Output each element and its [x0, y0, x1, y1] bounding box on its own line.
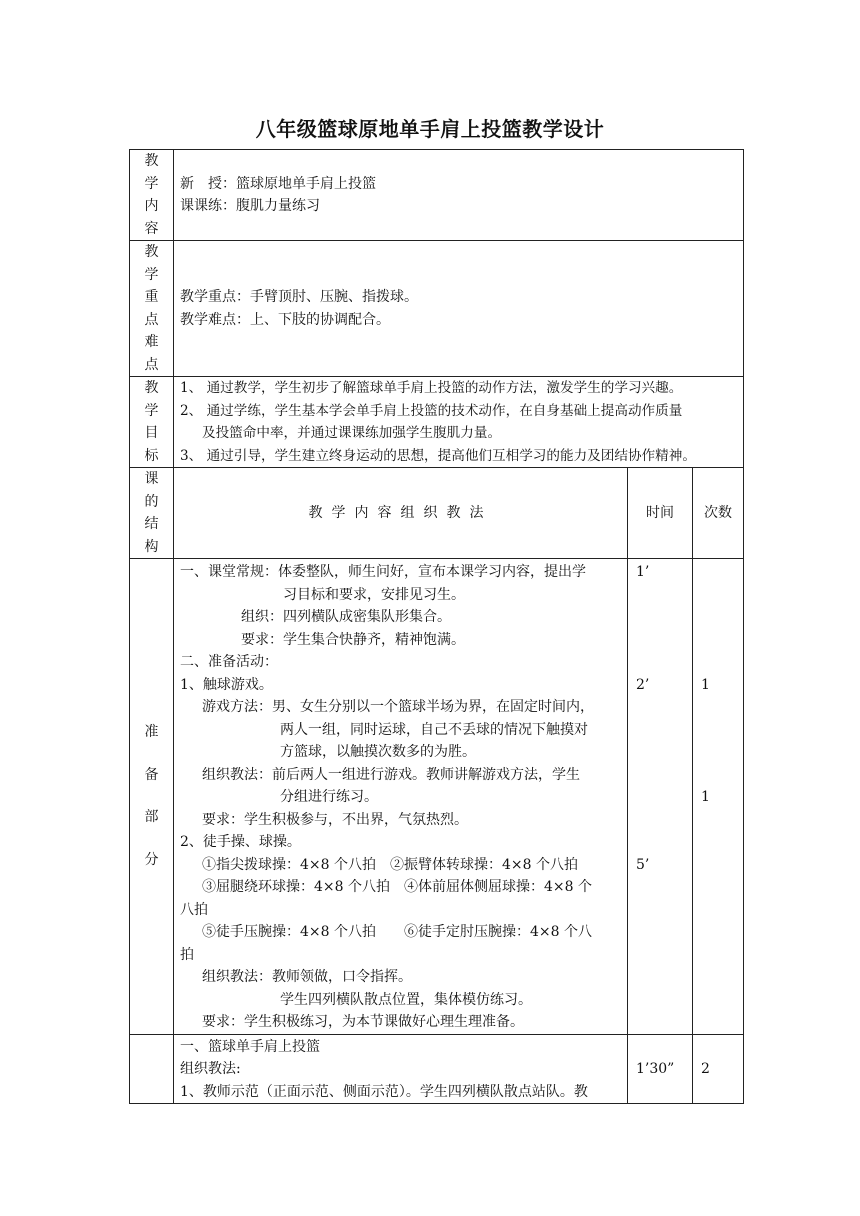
prep-line: 一、课堂常规：体委整队，师生问好，宣布本课学习内容，提出学	[180, 564, 586, 580]
content-line: 课课练：腹肌力量练习	[180, 198, 320, 214]
prep-line: 要求：学生集合快静齐，精神饱满。	[241, 631, 465, 648]
key-points-cell	[174, 241, 744, 377]
difficult-point-line: 教学难点：上、下肢的协调配合。	[180, 311, 390, 328]
objective-line: 3、 通过引导，学生建立终身运动的思想，提高他们互相学习的能力及团结协作精神。	[180, 447, 696, 464]
prep-line: 分组进行练习。	[280, 789, 378, 805]
row-key-points	[130, 241, 744, 377]
objectives-cell	[174, 377, 744, 468]
time-value: 5’	[636, 856, 650, 873]
time-value: 1’	[636, 564, 650, 580]
count-value: 1	[701, 789, 710, 805]
label-objectives: 教 学 目 标	[130, 377, 174, 468]
prep-line: 1、触球游戏。	[180, 676, 273, 693]
row-basic	[130, 1034, 744, 1104]
key-point-line: 教学重点：手臂顶肘、压腕、指拨球。	[180, 289, 418, 305]
prep-line: ③屈腿绕环球操：4×8 个八拍 ④体前屈体侧屈球操：4×8 个	[202, 879, 592, 895]
prep-line: 2、徒手操、球操。	[180, 834, 301, 850]
objective-line: 及投篮命中率，并通过课课练加强学生腹肌力量。	[202, 425, 502, 441]
lesson-plan-table	[129, 149, 744, 1104]
prep-line: 方篮球，以触摸次数多的为胜。	[280, 744, 476, 760]
count-value: 1	[701, 676, 710, 693]
basic-content	[174, 1034, 628, 1104]
prep-line: 组织教法：前后两人一组进行游戏。教师讲解游戏方法，学生	[202, 766, 580, 783]
header-time: 时间	[628, 468, 693, 559]
prep-line: 组织教法：教师领做，口令指挥。	[202, 969, 412, 985]
page-title: 八年级篮球原地单手肩上投篮教学设计	[255, 117, 605, 141]
label-structure: 课 的 结 构	[130, 468, 174, 559]
header-count: 次数	[693, 468, 744, 559]
prep-line: 八拍	[180, 901, 208, 918]
basic-line: 一、篮球单手肩上投篮	[180, 1038, 320, 1055]
basic-line: 组织教法:	[180, 1061, 241, 1077]
prep-line: 二、准备活动：	[180, 654, 278, 670]
preparation-content	[174, 559, 628, 1035]
row-teaching-content	[130, 150, 744, 241]
basic-time: 1’30”	[628, 1034, 693, 1104]
teaching-content-cell	[174, 150, 744, 241]
prep-line: 两人一组，同时运球，自己不丢球的情况下触摸对	[280, 721, 588, 738]
prep-line: 要求：学生积极参与，不出界，气氛热烈。	[202, 811, 468, 828]
label-preparation: 准 备 部 分	[130, 559, 174, 1035]
time-value: 2’	[636, 676, 650, 693]
prep-line: 组织：四列横队成密集队形集合。	[241, 609, 451, 625]
content-line: 新 授：篮球原地单手肩上投篮	[180, 175, 376, 192]
prep-line: 要求：学生积极练习，为本节课做好心理生理准备。	[202, 1014, 524, 1030]
prep-line: 学生四列横队散点位置，集体模仿练习。	[280, 991, 532, 1008]
prep-line: 拍	[180, 946, 194, 963]
row-structure-header	[130, 468, 744, 559]
row-preparation	[130, 559, 744, 1035]
basic-line: 1、教师示范（正面示范、侧面示范）。学生四列横队散点站队。教	[180, 1083, 588, 1100]
preparation-time	[628, 559, 693, 1035]
row-objectives	[130, 377, 744, 468]
preparation-count	[693, 559, 744, 1035]
label-key-points: 教 学 重 点 难 点	[130, 241, 174, 377]
label-basic	[130, 1034, 174, 1104]
prep-line: 游戏方法：男、女生分别以一个篮球半场为界，在固定时间内，	[202, 699, 594, 715]
label-teaching-content: 教 学 内 容	[130, 150, 174, 241]
prep-line: 习目标和要求，安排见习生。	[283, 586, 465, 603]
header-content-method: 教学内容组织教法	[174, 468, 628, 559]
objective-line: 2、 通过学练，学生基本学会单手肩上投篮的技术动作，在自身基础上提高动作质量	[180, 402, 683, 419]
objective-line: 1、 通过教学，学生初步了解篮球单手肩上投篮的动作方法，激发学生的学习兴趣。	[180, 380, 683, 396]
prep-line: ①指尖拨球操：4×8 个八拍 ②振臂体转球操：4×8 个八拍	[202, 856, 578, 873]
prep-line: ⑤徒手压腕操：4×8 个八拍 ⑥徒手定肘压腕操：4×8 个八	[202, 924, 592, 940]
basic-count: 2	[693, 1034, 744, 1104]
